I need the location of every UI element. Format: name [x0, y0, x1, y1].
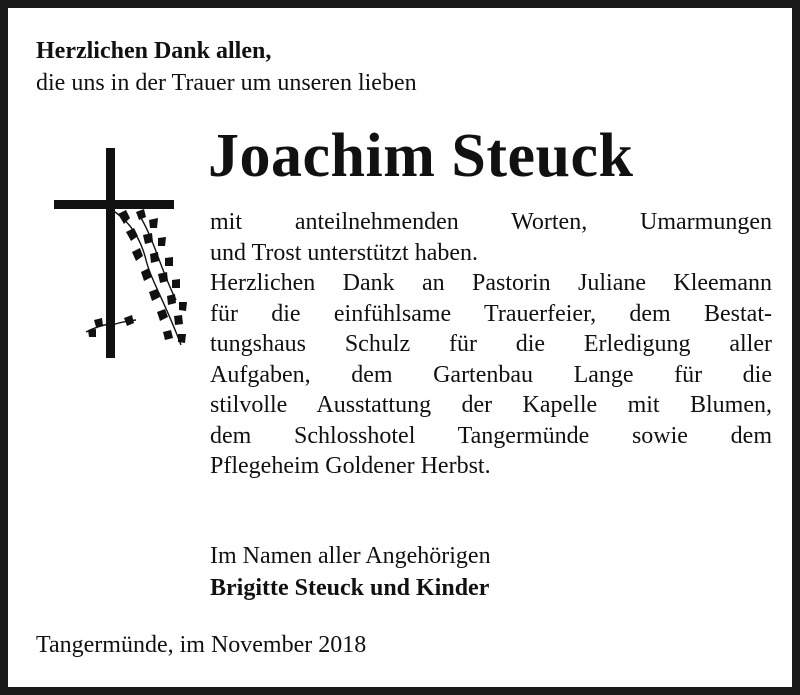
signer-names: Brigitte Steuck und Kinder	[210, 575, 490, 601]
place-date: Tangermünde, im November 2018	[36, 632, 367, 658]
notice-subheading: die uns in der Trauer um unseren lieben	[36, 70, 417, 96]
cross-with-ivy-icon	[46, 140, 196, 362]
body-line: und Trost unterstützt haben.	[210, 239, 478, 266]
body-line: stilvolle Ausstattung der Kapelle mit Blumen,	[210, 392, 772, 418]
body-line: dem Schlosshotel Tangermünde sowie dem	[210, 422, 772, 449]
closing-line: Im Namen aller Angehörigen	[210, 543, 491, 569]
body-line: tungshaus Schulz für die Erledigung aller	[210, 331, 772, 357]
body-text	[210, 207, 772, 482]
body-line: Herzlichen Dank an Pastorin Juliane Kleemann	[210, 270, 772, 296]
body-line: Pflegeheim Goldener Herbst.	[210, 453, 491, 479]
body-line: Aufgaben, dem Gartenbau Lange für die	[210, 361, 772, 388]
body-line: für die einfühlsame Trauerfeier, dem Bestat-	[210, 300, 772, 327]
notice-heading: Herzlichen Dank allen,	[36, 38, 272, 64]
body-line: mit anteilnehmenden Worten, Umarmungen	[210, 209, 772, 235]
deceased-name: Joachim Steuck	[208, 122, 634, 190]
